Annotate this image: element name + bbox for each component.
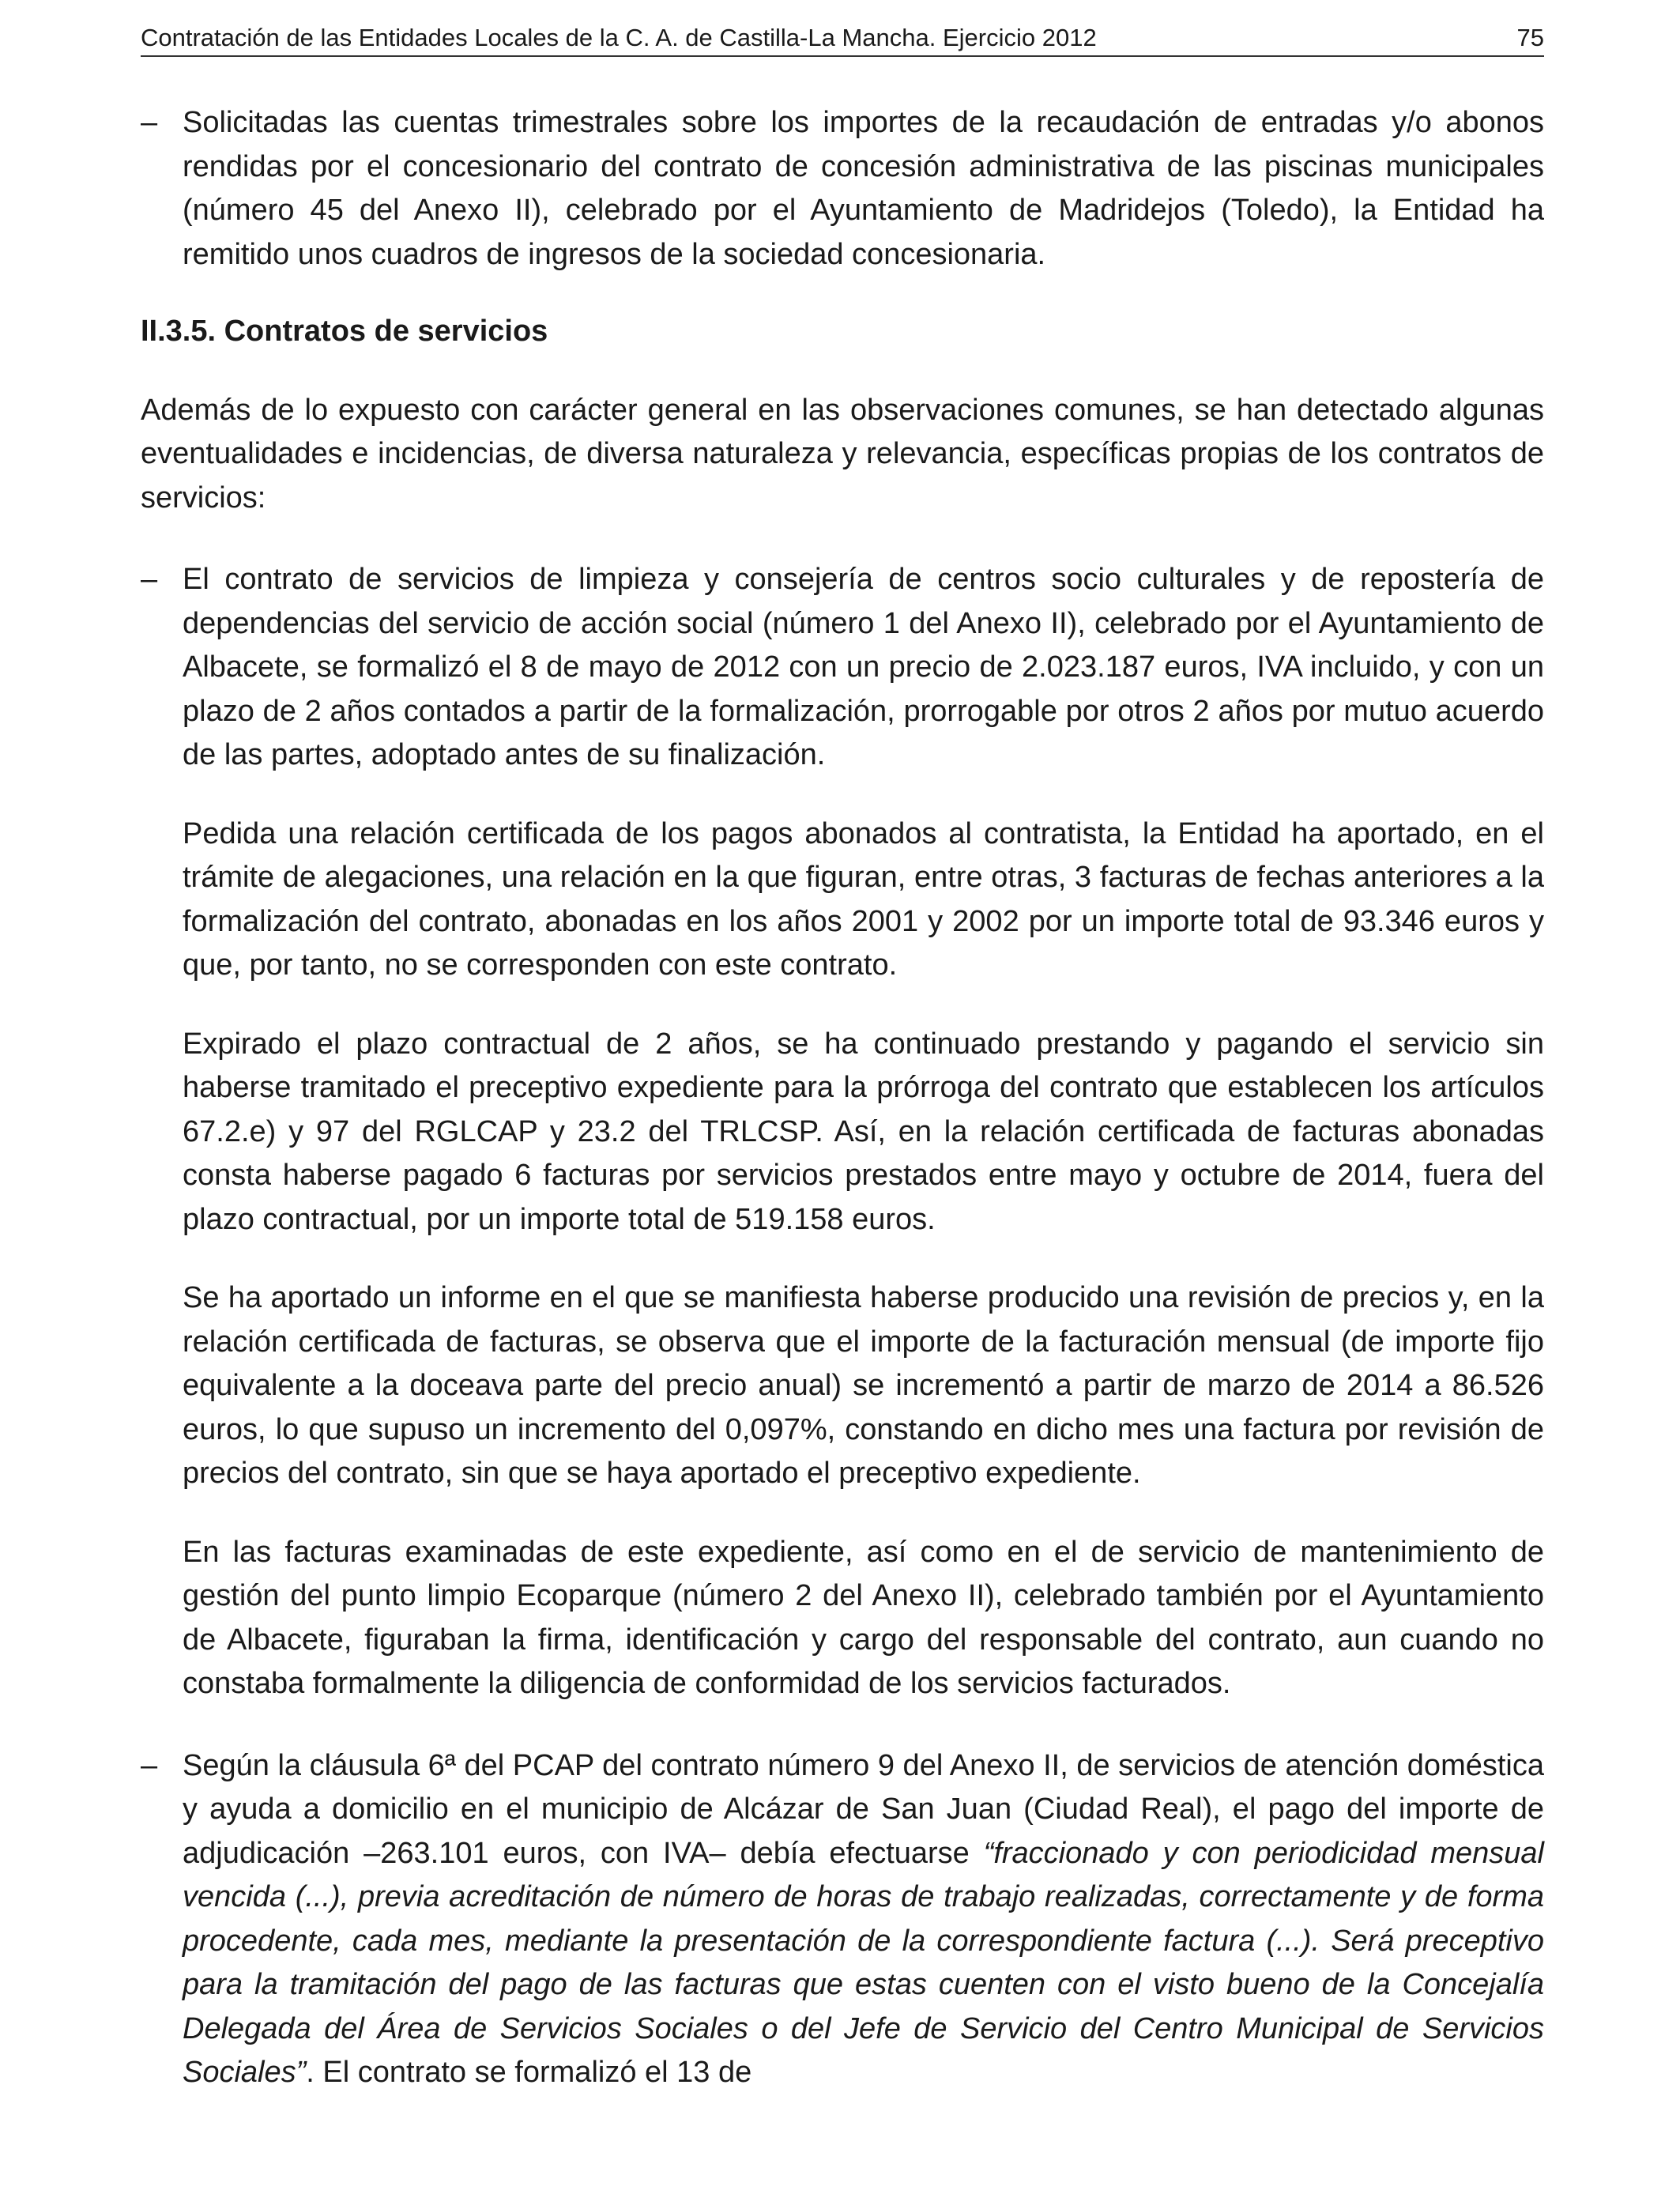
bullet-paragraph-limpieza [141,558,1544,778]
page-header [141,22,1544,57]
paragraph-text-end: . El contrato se formalizó el 13 de [306,2056,752,2089]
intro-paragraph: Además de lo expuesto con carácter general en las observaciones comunes, se han detectado algunas eventualidades e incidencias, de diversa naturaleza y relevancia, específicas propias de los contratos de servicios: [141,393,1544,515]
paragraph-text: El contrato de servicios de limpieza y consejería de centros socio culturales y de repostería de dependencias del servicio de acción social (número 1 del Anexo II), celebrado por el Ayuntamiento de Albacete, se formalizó el 8 de mayo de 2012 con un precio de 2.023.187 euros, IVA incluido, y con un plazo de 2 años contados a partir de la formalización, prorrogable por otros 2 años por mutuo acuerdo de las partes, adoptado antes de su finalización. [183,563,1544,771]
paragraph-facturas: En las facturas examinadas de este expediente, así como en el de servicio de mantenimiento de gestión del punto limpio Ecoparque (número 2 del Anexo II), celebrado también por el Ayuntamiento de Albacete, figuraban la firma, identificación y cargo del responsable del contrato, aun cuando no constaba formalmente la diligencia de conformidad de los servicios facturados. [183,1535,1544,1700]
bullet-paragraph-pcap [141,1744,1544,2095]
page-number: 75 [1516,24,1544,51]
bullet-dash: – [141,106,158,139]
paragraph-plazo: Expirado el plazo contractual de 2 años, se ha continuado prestando y pagando el servicio sin haberse tramitado el preceptivo expediente para la prórroga del contrato que establecen los artículos 67.2.e) y 97 del RGLCAP y 23.2 del TRLCSP. Así, en la relación certificada de facturas abonadas consta haberse pagado 6 facturas por servicios prestados entre mayo y octubre de 2014, fuera del plazo contractual, por un importe total de 519.158 euros. [183,1027,1544,1236]
bullet-dash: – [141,1748,158,1782]
bullet-paragraph-piscinas [141,101,1544,277]
paragraph-pagos: Pedida una relación certificada de los pagos abonados al contratista, la Entidad ha aportado, en el trámite de alegaciones, una relación en la que figuran, entre otras, 3 facturas de fechas anteriores a la formalización del contrato, abonadas en los años 2001 y 2002 por un importe total de 93.346 euros y que, por tanto, no se corresponden con este contrato. [183,816,1544,982]
paragraph-text-start: Según la cláusula 6ª del PCAP del contrato número 9 del Anexo II, de servicios de atención doméstica y ayuda a domicilio en el municipio de Alcázar de San Juan (Ciudad Real), el pago del importe de adjudicación –263.101 euros, con IVA– debía efectuarse [183,1748,1544,1870]
header-title: Contratación de las Entidades Locales de la C. A. de Castilla-La Mancha. Ejercicio 2012 [141,24,1097,51]
bullet-dash: – [141,563,158,596]
paragraph-revision-precios: Se ha aportado un informe en el que se manifiesta haberse producido una revisión de precios y, en la relación certificada de facturas, se observa que el importe de la facturación mensual (de importe fijo equivalente a la doceava parte del precio anual) se incrementó a partir de marzo de 2014 a 86.526 euros, lo que supuso un incremento del 0,097%, constando en dicho mes una factura por revisión de precios del contrato, sin que se haya aportado el preceptivo expediente. [183,1281,1544,1490]
paragraph-text: Solicitadas las cuentas trimestrales sobre los importes de la recaudación de entradas y/o abonos rendidas por el concesionario del contrato de concesión administrativa de las piscinas municipales (número 45 del Anexo II), celebrado por el Ayuntamiento de Madridejos (Toledo), la Entidad ha remitido unos cuadros de ingresos de la sociedad concesionaria. [183,106,1544,271]
quoted-clause: “fraccionado y con periodicidad mensual vencida (...), previa acreditación de número de horas de trabajo realizadas, correctamente y de forma procedente, cada mes, mediante la presentación de la correspondiente factura (...). Será preceptivo para la tramitación del pago de las facturas que estas cuenten con el visto bueno de la Concejalía Delegada del Área de Servicios Sociales o del Jefe de Servicio del Centro Municipal de Servicios Sociales” [183,1836,1544,2089]
section-heading: II.3.5. Contratos de servicios [141,315,548,348]
document-body [141,101,1544,2095]
